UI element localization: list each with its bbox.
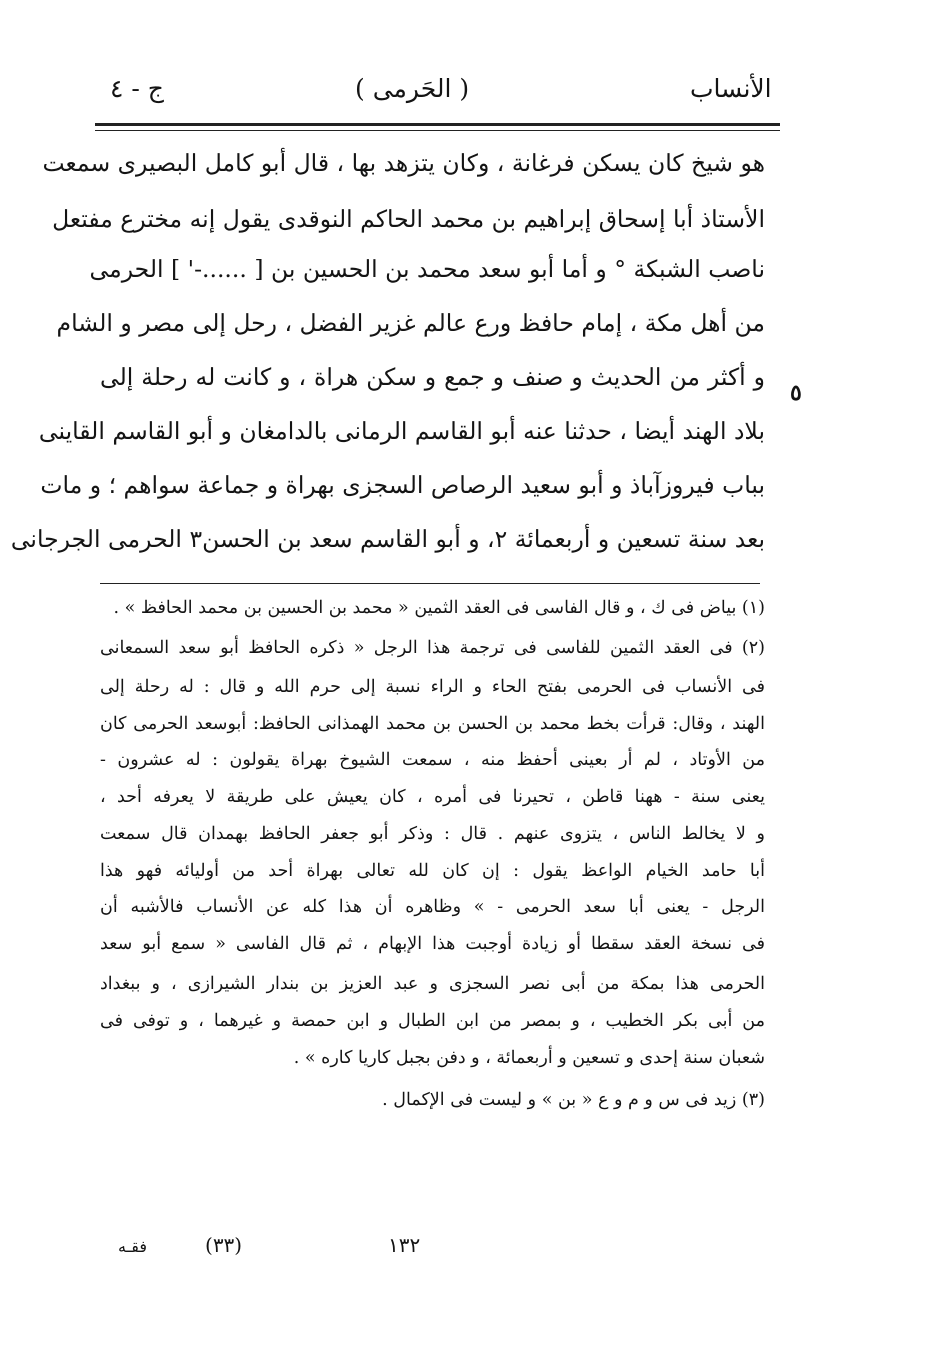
text-line: بعد سنة تسعين و أربعمائة ٢، و أبو القاسم سعد بن الحسن٣ الحرمى الجرجانى xyxy=(10,525,765,553)
footnote-line: أبا حامد الخيام الواعظ يقول : إن كان لله تعالى بهراة أحد من أوليائه فهو هذا xyxy=(100,861,765,881)
footnote-line: الهند ، وقال: قرأت بخط محمد بن الحسن بن محمد الهمذانى الحافظ: أبوسعد الحرمى كان xyxy=(100,714,765,734)
footnote-line: و لا يخالط الناس ، يتزوى عنهم . قال : وذكر أبو جعفر الحافظ بهمدان قال سمعت xyxy=(100,824,765,844)
footnote-line: (٢) فى العقد الثمين للفاسى فى ترجمة هذا الرجل « ذكره الحافظ أبو سعد السمعانى xyxy=(100,638,765,658)
margin-line-number: ٥ xyxy=(790,380,802,406)
footnote-line: (٣) زيد فى س و م و ع « بن » و ليست فى الإكمال . xyxy=(382,1090,765,1110)
text-line: بلاد الهند أيضا ، حدثنا عنه أبو القاسم الرمانى بالدامغان و أبو القاسم القاينى xyxy=(38,417,765,445)
footnote-line: الحرمى هذا بمكة من أبى نصر السجزى و عبد العزيز بن بندار الشيرازى ، و ببغداد xyxy=(100,974,765,994)
footnote-line: من الأوتاد ، لم أر بعينى أحفظ منه ، سمعت الشيوخ بهراة يقولون : له عشرون - xyxy=(100,750,765,770)
footnote-line: الرجل - يعنى أبا سعد الحرمى - » وظاهره أن هذا كله عن الأنساب فالأشبه أن xyxy=(100,897,765,917)
footnote-line: يعنى سنة - ههنا قاطن ، تحيرنا فى أمره ، كان يعيش على طريقة لا يعرفه أحد ، xyxy=(100,787,765,807)
header-title: الأنساب xyxy=(690,74,772,103)
text-line: هو شيخ كان يسكن فرغانة ، وكان يتزهد بها ، قال أبو كامل البصيرى سمعت xyxy=(42,149,765,177)
header-volume: ج - ٤ xyxy=(110,74,164,103)
text-line: بباب فيروزآباذ و أبو سعيد الرصاص السجزى بهراة و جماعة سواهم ؛ و مات xyxy=(40,471,765,499)
footnote-line: شعبان سنة إحدى و تسعين و أربعمائة ، و دفن بجبل كاريا كاره » . xyxy=(293,1048,765,1068)
footnote-line: فى نسخة العقد سقطا أو زيادة أوجبت هذا الإبهام ، ثم قال الفاسى « سمع أبو سعد xyxy=(100,934,765,954)
text-line: و أكثر من الحديث و صنف و جمع و سكن هراة ، و كانت له رحلة إلى xyxy=(100,363,765,391)
header-rule-thick xyxy=(95,123,780,126)
text-line: ناصب الشبكة ° و أما أبو سعد محمد بن الحسين بن [ ......-' ] الحرمى xyxy=(89,255,765,283)
footnote-line: من أبى بكر الخطيب ، و بمصر من ابن الطبال و ابن حمصة و غيرهما ، و توفى فى xyxy=(100,1011,765,1031)
signature-note: فقـه xyxy=(118,1237,148,1256)
page-number: ١٣٢ xyxy=(388,1233,421,1257)
footnote-line: فى الأنساب فى الحرمى بفتح الحاء و الراء نسبة إلى حرم الله و قال : له رحلة إلى xyxy=(100,677,765,697)
sheet-number: (٣٣) xyxy=(205,1233,243,1257)
footnote-line: (١) بياض فى ك ، و قال الفاسى فى العقد الثمين « محمد بن الحسين بن محمد الحافظ » . xyxy=(113,598,765,618)
header-rule-thin xyxy=(95,130,780,131)
footnote-separator xyxy=(100,583,760,584)
text-line: الأستاذ أبا إسحاق إبراهيم بن محمد الحاكم النوقدى يقول إنه مخترع مفتعل xyxy=(52,205,765,233)
text-line: من أهل مكة ، إمام حافظ ورع عالم غزير الفضل ، رحل إلى مصر و الشام xyxy=(56,309,765,337)
header-entry-title: ( الحَرمى ) xyxy=(355,74,470,103)
